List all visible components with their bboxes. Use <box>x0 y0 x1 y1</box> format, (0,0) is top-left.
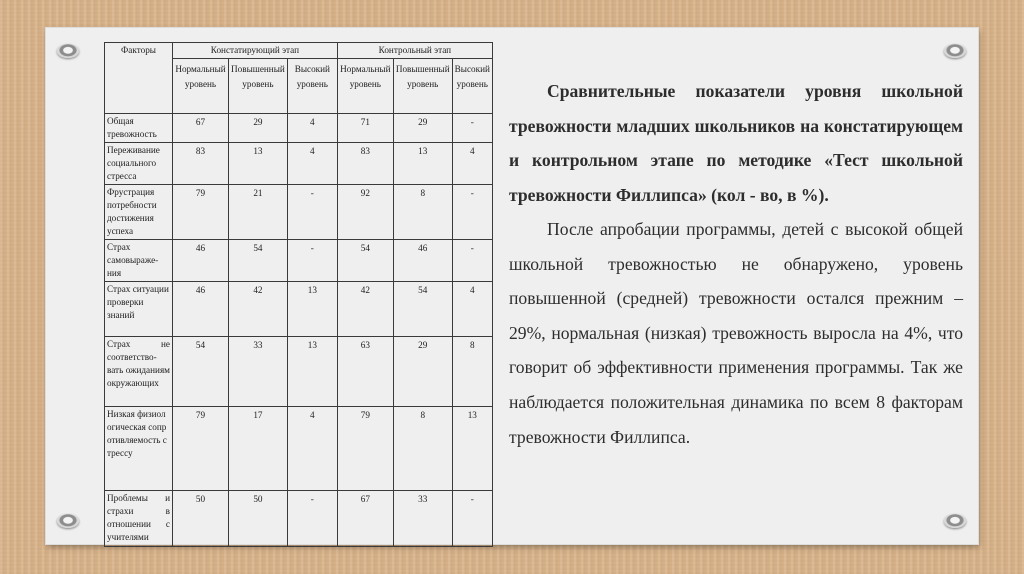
factor-cell: Страх ситуации проверки знаний <box>105 282 173 337</box>
header-level: Высокий уровень <box>287 59 337 114</box>
value-cell: 21 <box>229 185 288 240</box>
anxiety-table <box>104 42 493 547</box>
slide-title: Сравнительные показатели уровня школьной тревожности младших школьников на констатирующем и контрольном этапе по методике «Тест школьной тревожности Филлипса» (кол - во, в %). <box>509 81 963 205</box>
value-cell: 79 <box>173 407 229 491</box>
factor-cell: Страх не соответство-вать ожиданиям окружающих <box>105 337 173 407</box>
value-cell: 29 <box>393 114 452 143</box>
value-cell: 54 <box>337 240 393 282</box>
value-cell: 8 <box>452 337 492 407</box>
table-row <box>105 491 493 547</box>
header-level: Высокий уровень <box>452 59 492 114</box>
header-level: Нормальный уровень <box>173 59 229 114</box>
factor-cell: Общая тревожность <box>105 114 173 143</box>
value-cell: 33 <box>393 491 452 547</box>
value-cell: - <box>452 114 492 143</box>
header-level: Повышенный уровень <box>229 59 288 114</box>
value-cell: 8 <box>393 185 452 240</box>
value-cell: 92 <box>337 185 393 240</box>
value-cell: 46 <box>173 240 229 282</box>
pushpin-bottom-left-icon <box>57 514 79 528</box>
value-cell: 13 <box>287 337 337 407</box>
table-row <box>105 185 493 240</box>
value-cell: 4 <box>287 407 337 491</box>
value-cell: - <box>287 240 337 282</box>
table-row <box>105 407 493 491</box>
value-cell: 17 <box>229 407 288 491</box>
value-cell: 54 <box>229 240 288 282</box>
value-cell: - <box>452 240 492 282</box>
value-cell: - <box>452 185 492 240</box>
pushpin-top-right-icon <box>944 44 966 58</box>
value-cell: - <box>287 185 337 240</box>
header-factors: Факторы <box>105 43 173 114</box>
value-cell: - <box>452 491 492 547</box>
table-row <box>105 143 493 185</box>
table-row <box>105 114 493 143</box>
header-stage-control: Контрольный этап <box>337 43 492 59</box>
value-cell: 46 <box>173 282 229 337</box>
value-cell: - <box>287 491 337 547</box>
header-level: Нормальный уровень <box>337 59 393 114</box>
text-block <box>509 74 963 454</box>
value-cell: 29 <box>393 337 452 407</box>
slide <box>46 28 978 544</box>
header-level: Повышенный уровень <box>393 59 452 114</box>
factor-cell: Переживание социального стресса <box>105 143 173 185</box>
factor-cell: Низкая физиологическая сопротивляемость стрессу <box>105 407 173 491</box>
table-row <box>105 240 493 282</box>
value-cell: 54 <box>393 282 452 337</box>
value-cell: 29 <box>229 114 288 143</box>
anxiety-table-wrapper <box>104 42 493 547</box>
pushpin-top-left-icon <box>57 44 79 58</box>
value-cell: 13 <box>452 407 492 491</box>
value-cell: 79 <box>173 185 229 240</box>
value-cell: 67 <box>337 491 393 547</box>
value-cell: 46 <box>393 240 452 282</box>
value-cell: 71 <box>337 114 393 143</box>
factor-cell: Страх самовыраже-ния <box>105 240 173 282</box>
value-cell: 83 <box>173 143 229 185</box>
value-cell: 54 <box>173 337 229 407</box>
value-cell: 42 <box>229 282 288 337</box>
value-cell: 4 <box>287 114 337 143</box>
conclusion-paragraph: После апробации программы, детей с высокой общей школьной тревожностью не обнаружено, уровень повышенной (средней) тревожности остался прежним – 29%, нормальная (низкая) тревожность выросла на 4%, что говорит об эффективности применения программы. Так же наблюдается положительная динамика по всем 8 факторам тревожности Филлипса. <box>509 219 963 447</box>
value-cell: 13 <box>287 282 337 337</box>
header-stage-ascertaining: Констатирующий этап <box>173 43 338 59</box>
value-cell: 67 <box>173 114 229 143</box>
value-cell: 4 <box>452 282 492 337</box>
value-cell: 83 <box>337 143 393 185</box>
value-cell: 50 <box>229 491 288 547</box>
factor-cell: Фрустрация потребности достижения успеха <box>105 185 173 240</box>
value-cell: 4 <box>287 143 337 185</box>
value-cell: 8 <box>393 407 452 491</box>
value-cell: 79 <box>337 407 393 491</box>
value-cell: 50 <box>173 491 229 547</box>
factor-cell: Проблемы и страхи в отношении с учителями <box>105 491 173 547</box>
value-cell: 4 <box>452 143 492 185</box>
table-row <box>105 337 493 407</box>
value-cell: 13 <box>393 143 452 185</box>
pushpin-bottom-right-icon <box>944 514 966 528</box>
value-cell: 33 <box>229 337 288 407</box>
value-cell: 13 <box>229 143 288 185</box>
table-row <box>105 282 493 337</box>
value-cell: 42 <box>337 282 393 337</box>
value-cell: 63 <box>337 337 393 407</box>
